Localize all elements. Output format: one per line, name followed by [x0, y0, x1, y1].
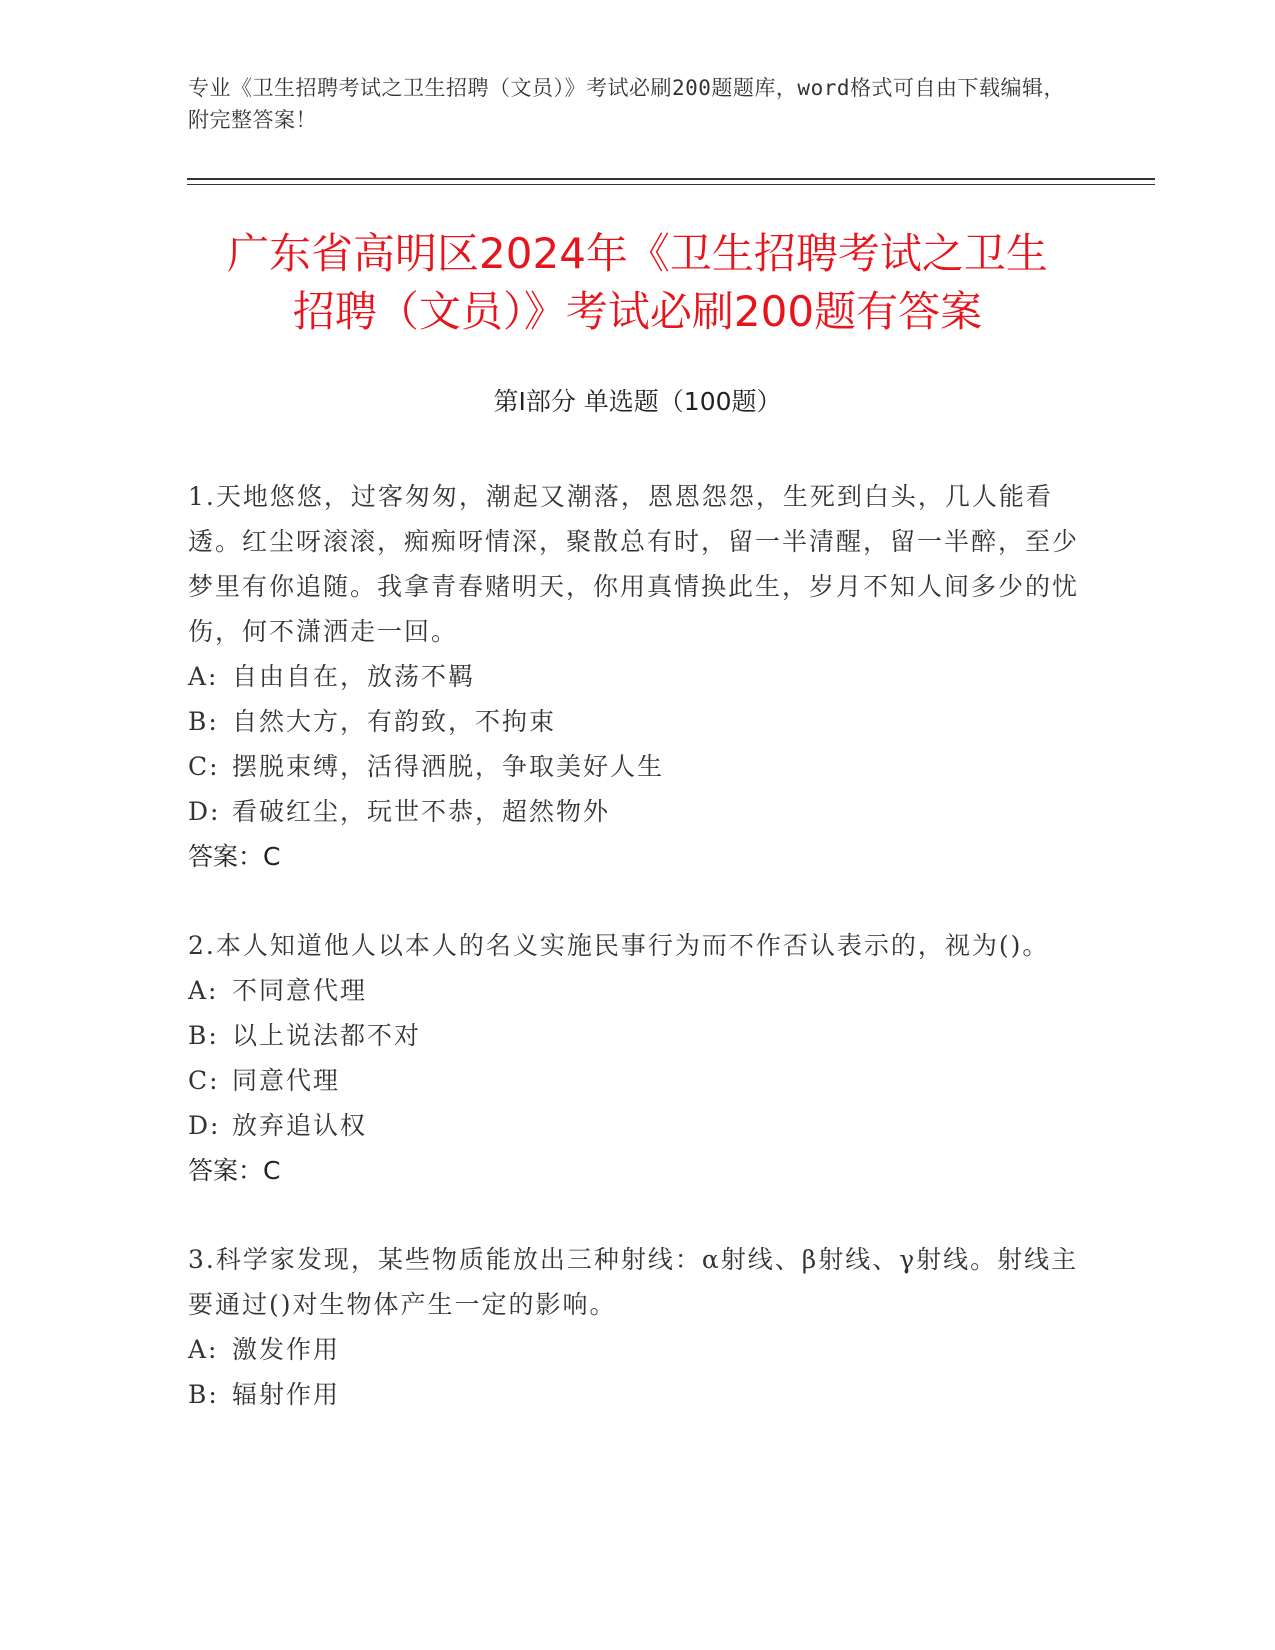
header-divider-thin — [187, 184, 1155, 185]
option-d — [188, 1103, 1088, 1148]
answer-line: 答案：C — [188, 1156, 281, 1185]
question-stem: 2.本人知道他人以本人的名义实施民事行为而不作否认表示的，视为()。 — [188, 931, 1050, 960]
option-text: 以上说法都不对 — [232, 1021, 422, 1050]
document-title — [120, 225, 1155, 341]
option-text: 摆脱束缚，活得洒脱，争取美好人生 — [232, 752, 665, 781]
title-line-1: 广东省高明区2024年《卫生招聘考试之卫生 — [227, 229, 1048, 278]
question-stem: 1.天地悠悠，过客匆匆，潮起又潮落，恩恩怨怨，生死到白头，几人能看透。红尘呀滚滚，痴痴呀情深，聚散总有时，留一半清醒，留一半醉，至少梦里有你追随。我拿青春赌明天，你用真情换此生，岁月不知人间多少的忧伤，何不潇洒走一回。 — [188, 482, 1080, 646]
question-list — [188, 474, 1088, 1461]
header-divider-thick — [187, 178, 1155, 180]
option-c — [188, 744, 1088, 789]
option-text: 辐射作用 — [232, 1380, 341, 1409]
option-a — [188, 654, 1088, 699]
option-key: A: — [188, 976, 219, 1005]
option-key: B: — [188, 707, 219, 736]
header-note: 专业《卫生招聘考试之卫生招聘（文员）》考试必刷200题题库，word格式可自由下载编辑，附完整答案！ — [188, 76, 1065, 132]
option-a — [188, 968, 1088, 1013]
option-text: 同意代理 — [232, 1066, 341, 1095]
option-key: D: — [188, 1111, 221, 1140]
option-text: 不同意代理 — [232, 976, 368, 1005]
option-key: C: — [188, 752, 220, 781]
question-3 — [188, 1237, 1088, 1417]
option-key: B: — [188, 1021, 219, 1050]
option-c — [188, 1058, 1088, 1103]
answer-line: 答案：C — [188, 842, 281, 871]
option-key: D: — [188, 797, 221, 826]
option-text: 激发作用 — [232, 1335, 341, 1364]
option-b — [188, 1013, 1088, 1058]
option-d — [188, 789, 1088, 834]
section-heading: 第Ⅰ部分 单选题（100题） — [493, 387, 782, 416]
question-2 — [188, 923, 1088, 1193]
option-text: 放弃追认权 — [232, 1111, 368, 1140]
question-stem: 3.科学家发现，某些物质能放出三种射线：α射线、β射线、γ射线。射线主要通过()对生物体产生一定的影响。 — [188, 1245, 1079, 1319]
option-key: B: — [188, 1380, 219, 1409]
question-1 — [188, 474, 1088, 879]
option-key: A: — [188, 662, 219, 691]
title-line-2: 招聘（文员）》考试必刷200题有答案 — [292, 287, 983, 336]
option-text: 看破红尘，玩世不恭，超然物外 — [232, 797, 611, 826]
option-b — [188, 699, 1088, 744]
option-a — [188, 1327, 1088, 1372]
option-text: 自由自在，放荡不羁 — [232, 662, 476, 691]
option-key: C: — [188, 1066, 220, 1095]
option-text: 自然大方，有韵致，不拘束 — [232, 707, 557, 736]
option-key: A: — [188, 1335, 219, 1364]
option-b — [188, 1372, 1088, 1417]
